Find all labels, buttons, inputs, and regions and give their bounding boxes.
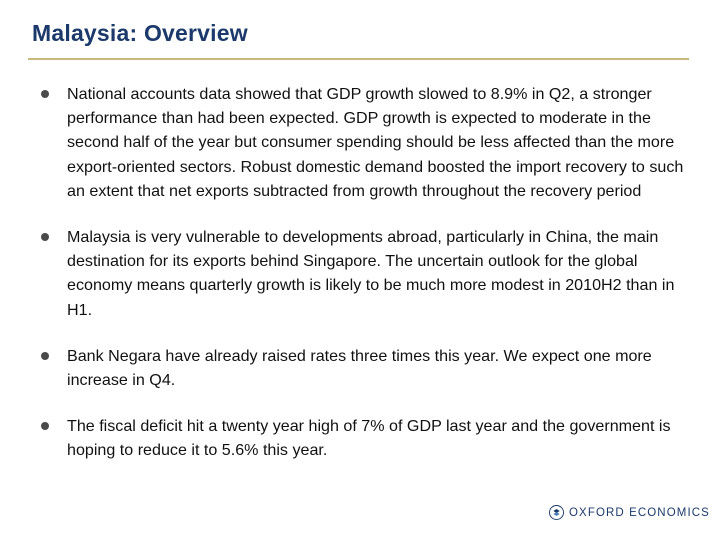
bullet-dot-icon	[41, 90, 49, 98]
bullet-dot-icon	[41, 422, 49, 430]
bullet-text: National accounts data showed that GDP growth slowed to 8.9% in Q2, a stronger performance than had been expected. GDP growth is expected to moderate in the second half of the year but consumer spending should be less affected than the more export-oriented sectors. Robust domestic demand boosted the import recovery to such an extent that net exports subtracted from growth throughout the recovery period	[67, 85, 684, 200]
bullet-text: Bank Negara have already raised rates three times this year. We expect one more increase in Q4.	[67, 346, 652, 390]
logo-text: OXFORD ECONOMICS	[569, 506, 710, 519]
page-title: Malaysia: Overview	[32, 20, 248, 46]
bullet-text: The fiscal deficit hit a twenty year high of 7% of GDP last year and the government is hoping to reduce it to 5.6% this year.	[67, 417, 671, 460]
bullet-item	[32, 225, 692, 322]
bullet-dot-icon	[41, 352, 49, 360]
oxford-economics-logo-icon	[549, 505, 564, 520]
bullet-item	[32, 414, 692, 462]
title-divider	[28, 58, 689, 60]
bullet-item	[32, 344, 692, 392]
bullet-dot-icon	[41, 233, 49, 241]
bullet-text: Malaysia is very vulnerable to developments abroad, particularly in China, the main destination for its exports behind Singapore. The uncertain outlook for the global economy means quarterly growth is likely to be much more modest in 2010H2 than in H1.	[67, 228, 675, 319]
bullet-list	[32, 82, 692, 463]
bullet-item	[32, 82, 692, 203]
oxford-economics-logo	[549, 505, 710, 520]
